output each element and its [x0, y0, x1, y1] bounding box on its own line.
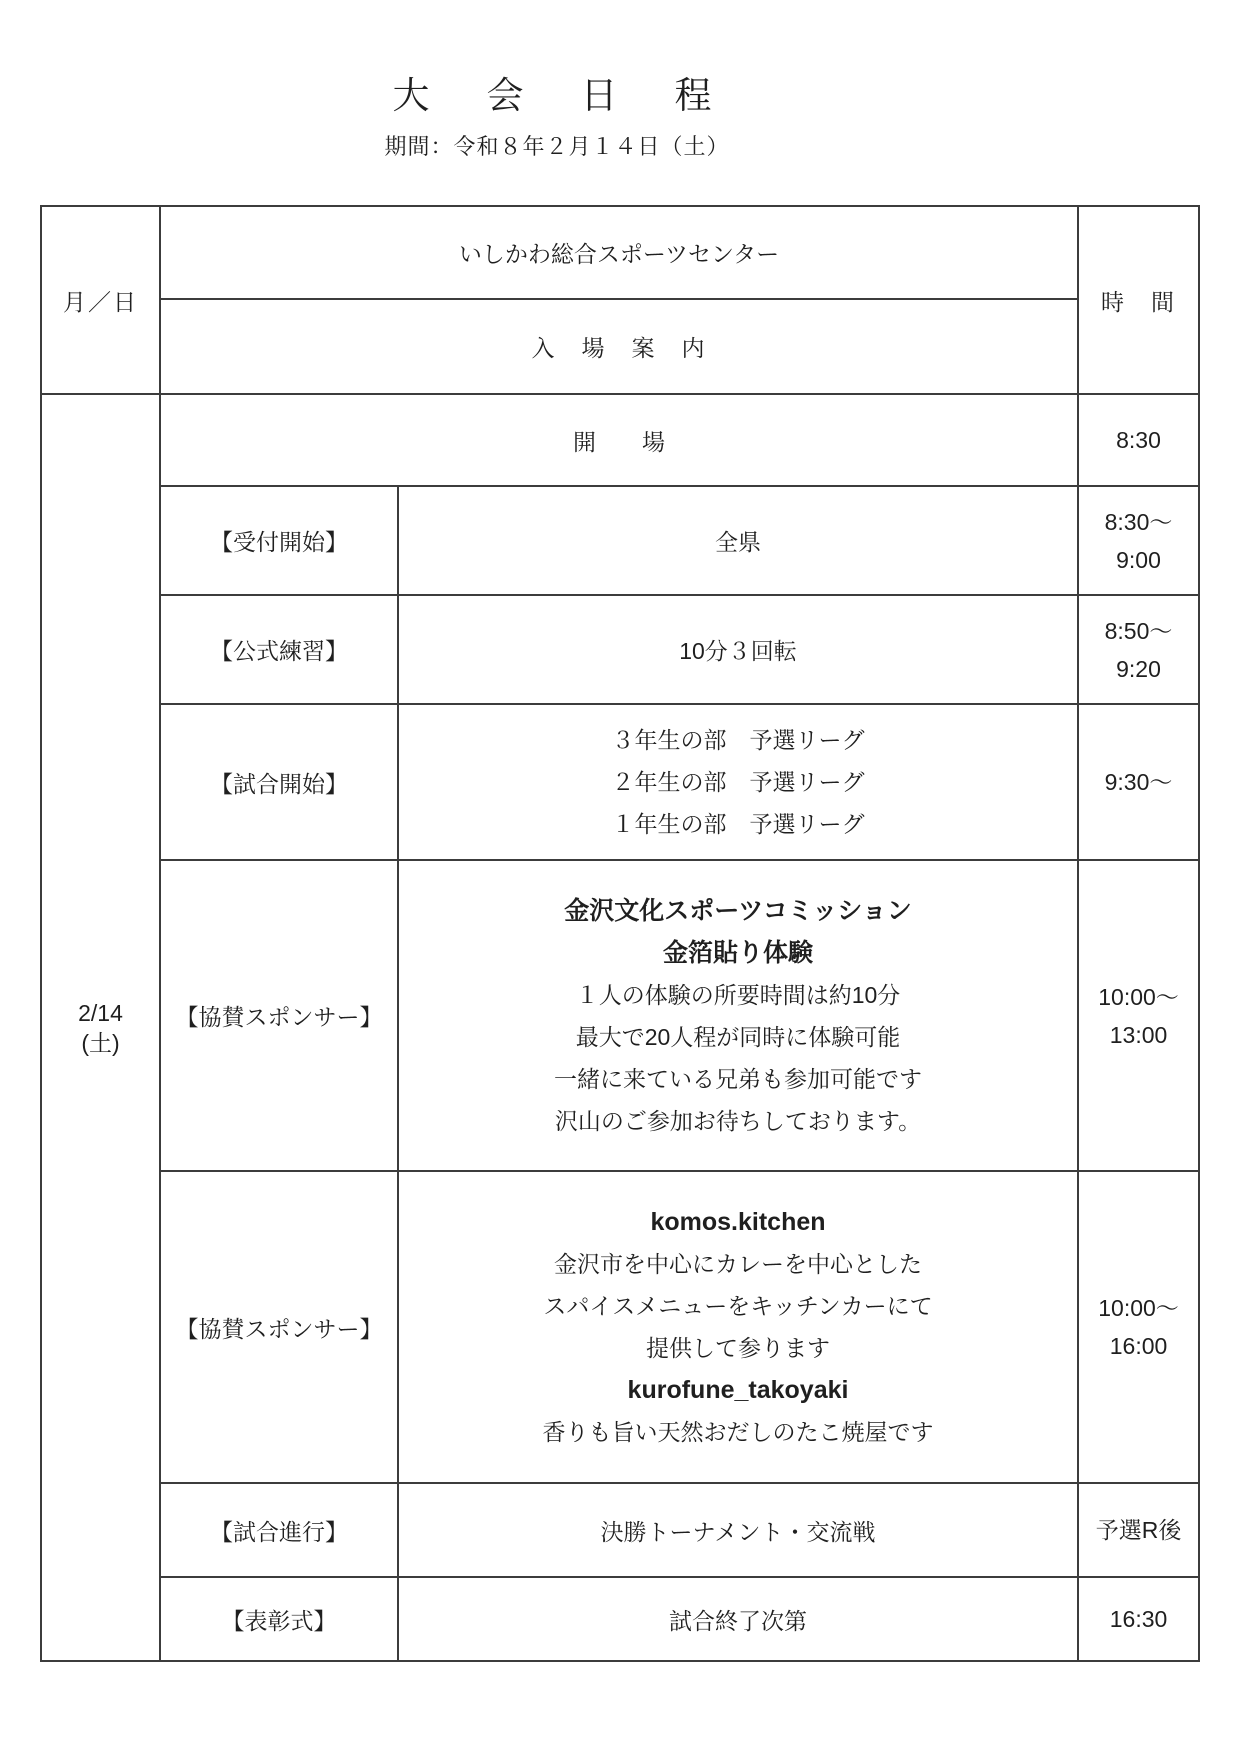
schedule-table: [40, 205, 1200, 1662]
sponsor-kitchen-desc-2: スパイスメニューをキッチンカーにて: [543, 1293, 933, 1319]
sponsor-kitchen-name: komos.kitchen: [650, 1208, 826, 1236]
awards-content-cell: 試合終了次第: [398, 1577, 1078, 1661]
reception-label-cell: 【受付開始】: [160, 486, 398, 595]
page-title: 大 会 日 程: [392, 75, 722, 116]
header-time-cell: 時 間: [1078, 206, 1199, 394]
matches-line-grade2: ２年生の部 予選リーグ: [611, 769, 865, 795]
practice-content-cell: 10分３回転: [398, 595, 1078, 704]
sponsor-gold-leaf-label-cell: 【協賛スポンサー】: [160, 860, 398, 1171]
row-sponsor-kitchen: [41, 1171, 1199, 1483]
date-cell: [41, 394, 160, 1661]
sponsor-gold-leaf-time-end: 13:00: [1109, 1021, 1168, 1048]
row-header-admission: [41, 299, 1199, 394]
row-sponsor-gold-leaf: [41, 860, 1199, 1171]
opening-content-cell: 開 場: [160, 394, 1078, 486]
sponsor-kitchen-label-cell: 【協賛スポンサー】: [160, 1171, 398, 1483]
sponsor-gold-leaf-desc-1: １人の体験の所要時間は約10分: [575, 981, 901, 1008]
row-header-venue: [41, 206, 1199, 299]
row-practice: [41, 595, 1199, 704]
date-day: 2/14: [78, 999, 123, 1026]
reception-time-start: 8:30～: [1104, 508, 1173, 535]
sponsor-gold-leaf-desc-2: 最大で20人程が同時に体験可能: [575, 1023, 901, 1050]
sponsor-kitchen-desc-1: 金沢市を中心にカレーを中心とした: [554, 1251, 922, 1277]
awards-time-cell: 16:30: [1078, 1577, 1199, 1661]
row-awards: [41, 1577, 1199, 1661]
page-subtitle: 期間：令和８年２月１４日（土）: [384, 134, 730, 160]
matches-time-cell: 9:30～: [1078, 704, 1199, 860]
matches-content-cell: [398, 704, 1078, 860]
header-venue-cell: いしかわ総合スポーツセンター: [160, 206, 1078, 299]
row-opening: [41, 394, 1199, 486]
practice-time-start: 8:50～: [1104, 617, 1173, 644]
header-admission-cell: 入 場 案 内: [160, 299, 1078, 394]
sponsor-kitchen-time-end: 16:00: [1109, 1333, 1168, 1359]
reception-time-cell: [1078, 486, 1199, 595]
progress-time-cell: 予選R後: [1078, 1483, 1199, 1577]
sponsor-kitchen-time-cell: [1078, 1171, 1199, 1483]
progress-label-cell: 【試合進行】: [160, 1483, 398, 1577]
sponsor-gold-leaf-desc-4: 沢山のご参加お待ちしております。: [554, 1107, 922, 1134]
reception-time-end: 9:00: [1116, 546, 1161, 573]
sponsor-kitchen-time-start: 10:00～: [1098, 1295, 1179, 1321]
sponsor-kitchen-content-cell: [398, 1171, 1078, 1483]
practice-time-cell: [1078, 595, 1199, 704]
sponsor-gold-leaf-time-cell: [1078, 860, 1199, 1171]
sponsor-gold-leaf-name: 金沢文化スポーツコミッション: [564, 896, 912, 925]
header-month-day-cell: 月／日: [41, 206, 160, 394]
reception-content-cell: 全県: [398, 486, 1078, 595]
sponsor-takoyaki-name: kurofune_takoyaki: [627, 1376, 849, 1404]
row-reception: [41, 486, 1199, 595]
matches-line-grade1: １年生の部 予選リーグ: [611, 811, 865, 837]
sponsor-gold-leaf-content-cell: [398, 860, 1078, 1171]
document-heading: [0, 74, 1114, 161]
awards-label-cell: 【表彰式】: [160, 1577, 398, 1661]
practice-label-cell: 【公式練習】: [160, 595, 398, 704]
sponsor-gold-leaf-desc-3: 一緒に来ている兄弟も参加可能です: [554, 1065, 922, 1092]
sponsor-gold-leaf-time-start: 10:00～: [1098, 983, 1179, 1010]
sponsor-kitchen-desc-3: 提供して参ります: [646, 1335, 830, 1361]
sponsor-gold-leaf-activity: 金箔貼り体験: [663, 938, 814, 967]
date-weekday: (土): [81, 1029, 120, 1056]
sponsor-takoyaki-desc: 香りも旨い天然おだしのたこ焼屋です: [542, 1419, 934, 1445]
opening-time-cell: 8:30: [1078, 394, 1199, 486]
matches-line-grade3: ３年生の部 予選リーグ: [611, 727, 865, 753]
row-progress: [41, 1483, 1199, 1577]
row-matches: [41, 704, 1199, 860]
practice-time-end: 9:20: [1116, 655, 1161, 682]
progress-content-cell: 決勝トーナメント・交流戦: [398, 1483, 1078, 1577]
matches-label-cell: 【試合開始】: [160, 704, 398, 860]
